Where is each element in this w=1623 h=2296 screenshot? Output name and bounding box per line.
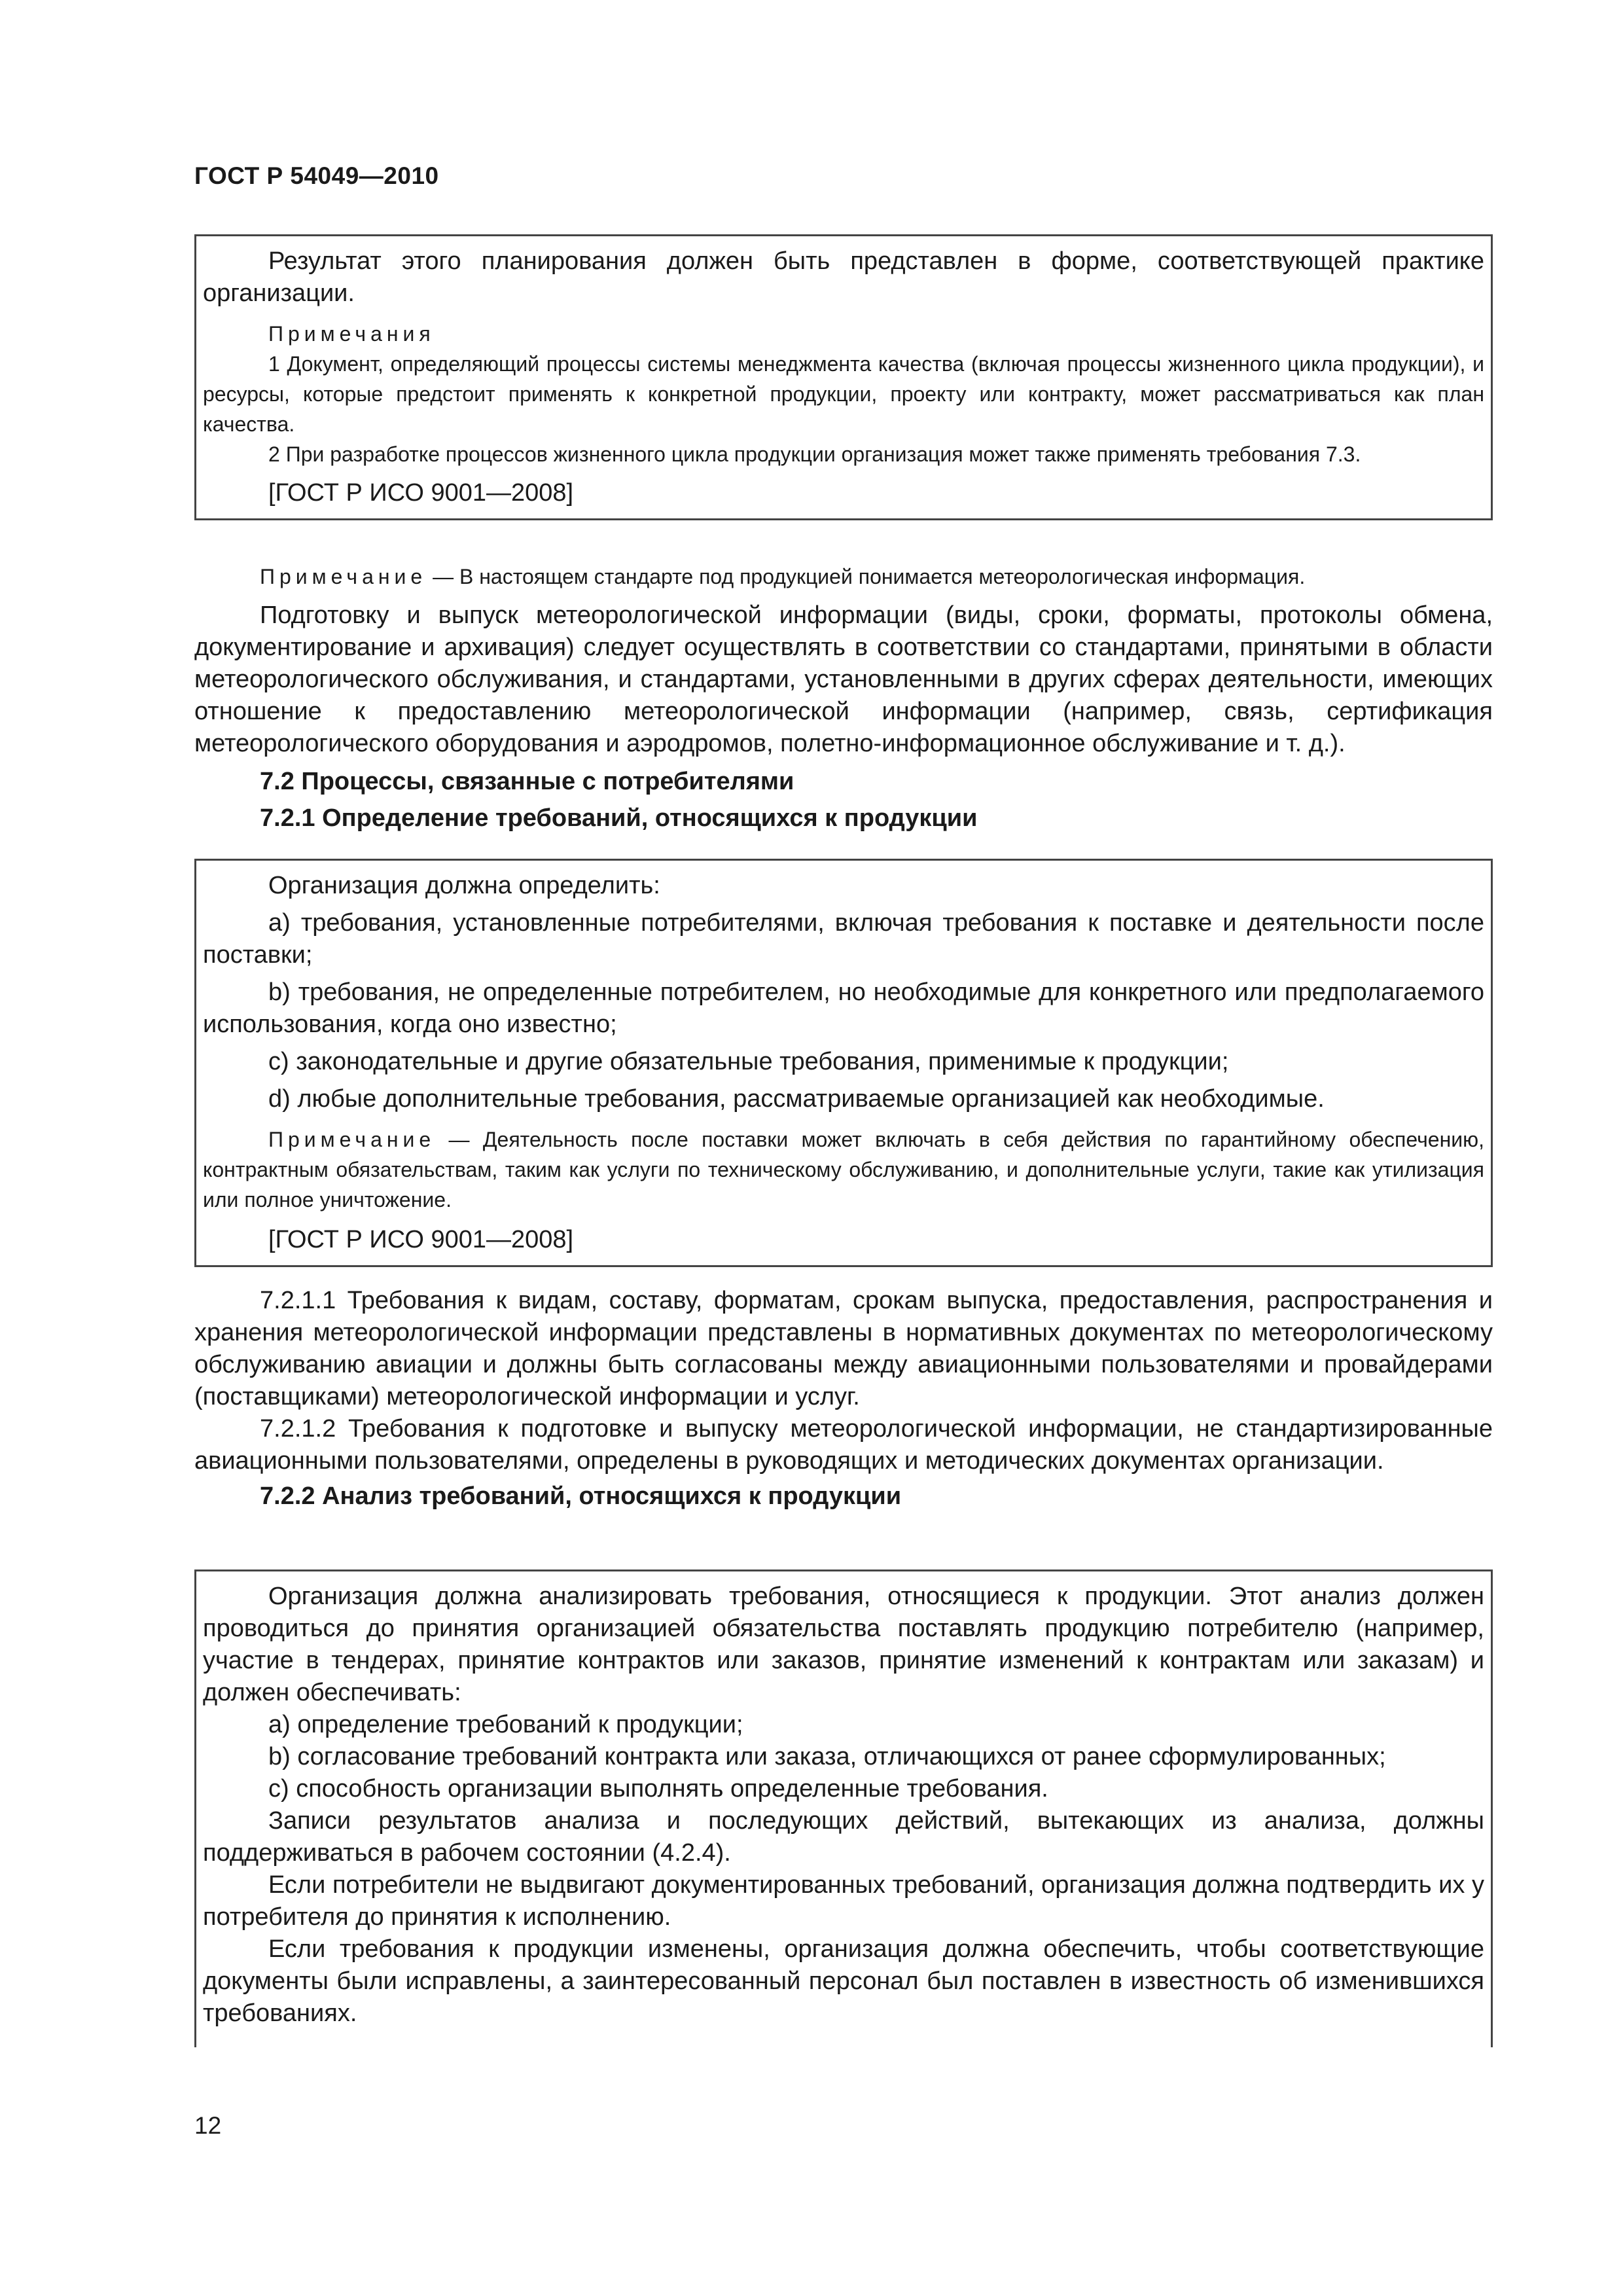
note-2: 2 При разработке процессов жизненного цикла продукции организация может также применять требования 7.3. [268, 442, 1361, 466]
box3-changes: Если требования к продукции изменены, организация должна обеспечить, чтобы соответствующие документы были исправлены, а заинтересованный персонал был поставлен в известность об изменившихся требованиях. [203, 1935, 1484, 2027]
box3-intro: Организация должна анализировать требования, относящиеся к продукции. Этот анализ должен проводиться до принятия организацией обязательства поставлять продукцию потребителю (например, участие в тендерах, принятие контрактов или заказов, принятие изменений к контрактам или заказам) и должен обеспечивать: [203, 1583, 1484, 1706]
note-text: — В настоящем стандарте под продукцией понимается метеорологическая информация. [427, 565, 1306, 588]
heading-7-2: 7.2 Процессы, связанные с потребителями [260, 768, 794, 795]
heading-7-2-1: 7.2.1 Определение требований, относящихся к продукции [260, 804, 978, 832]
box2-item-a: a) требования, установленные потребителями, включая требования к поставке и деятельности после поставки; [203, 909, 1484, 969]
box3-item-b: b) согласование требований контракта или заказа, отличающихся от ранее сформулированных; [268, 1743, 1386, 1770]
box2-note [203, 1124, 1484, 1215]
section-text-1 [194, 562, 1493, 834]
preparation-paragraph: Подготовку и выпуск метеорологической информации (виды, сроки, форматы, протоколы обмена, документирование и архивация) следует осуществлять в соответствии со стандартами, принятыми в области метеорологического обслуживания, и стандартами, установленными в других сферах деятельности, имеющих отношение к предоставлению метеорологической информации (например, связь, сертификация метеорологического оборудования и аэродромов, полетно-информационное обслуживание и т. д.). [194, 601, 1493, 757]
quoted-box-analysis [194, 1570, 1493, 2047]
quoted-box-requirements [194, 859, 1493, 1267]
box2-note-label: Примечание [268, 1128, 436, 1151]
box2-note-text: — Деятельность после поставки может включать в себя действия по гарантийному обеспечению, контрактным обязательствам, таким как услуги по техническому обслуживанию, и дополнительные услуги, такие как утилизация или полное уничтожение. [203, 1128, 1484, 1211]
box2-intro: Организация должна определить: [268, 872, 660, 899]
document-header: ГОСТ Р 54049—2010 [194, 162, 439, 189]
paragraph-7-2-1-1: 7.2.1.1 Требования к видам, составу, форматам, срокам выпуска, предоставления, распространения и хранения метеорологической информации представлены в нормативных документах по метеорологическому обслуживанию авиации и должны быть согласованы между авиационными пользователями и провайдерами (поставщиками) метеорологической информации и услуг. [194, 1287, 1493, 1410]
quoted-box-planning [194, 234, 1493, 520]
box2-item-b: b) требования, не определенные потребителем, но необходимые для конкретного или предполагаемого использования, когда оно известно; [203, 978, 1484, 1038]
box3-confirm: Если потребители не выдвигают документированных требований, организация должна подтвердить их у потребителя до принятия к исполнению. [203, 1871, 1484, 1931]
paragraph-7-2-1-2: 7.2.1.2 Требования к подготовке и выпуску метеорологической информации, не стандартизированные авиационными пользователями, определены в руководящих и методических документах организации. [194, 1415, 1493, 1475]
note-label: Примечание [260, 565, 427, 588]
heading-7-2-2: 7.2.2 Анализ требований, относящихся к продукции [260, 1482, 902, 1510]
reference: [ГОСТ Р ИСО 9001—2008] [268, 479, 574, 507]
box2-item-c: c) законодательные и другие обязательные требования, применимые к продукции; [268, 1048, 1229, 1075]
planning-paragraph: Результат этого планирования должен быть представлен в форме, соответствующей практике организации. [203, 247, 1484, 307]
notes-label: Примечания [268, 322, 435, 346]
page-number: 12 [194, 2112, 222, 2139]
box3-records: Записи результатов анализа и последующих действий, вытекающих из анализа, должны поддерживаться в рабочем состоянии (4.2.4). [203, 1807, 1484, 1867]
section-text-2 [194, 1285, 1493, 1513]
box2-reference: [ГОСТ Р ИСО 9001—2008] [268, 1226, 574, 1253]
note-product-definition [194, 562, 1493, 592]
box2-item-d: d) любые дополнительные требования, рассматриваемые организацией как необходимые. [268, 1085, 1325, 1113]
note-1: 1 Документ, определяющий процессы системы менеджмента качества (включая процессы жизненного цикла продукции), и ресурсы, которые предстоит применять к конкретной продукции, проекту или контракту, может рассматриваться как план качества. [203, 352, 1484, 436]
box3-item-a: a) определение требований к продукции; [268, 1711, 743, 1738]
box3-item-c: c) способность организации выполнять определенные требования. [268, 1775, 1048, 1803]
